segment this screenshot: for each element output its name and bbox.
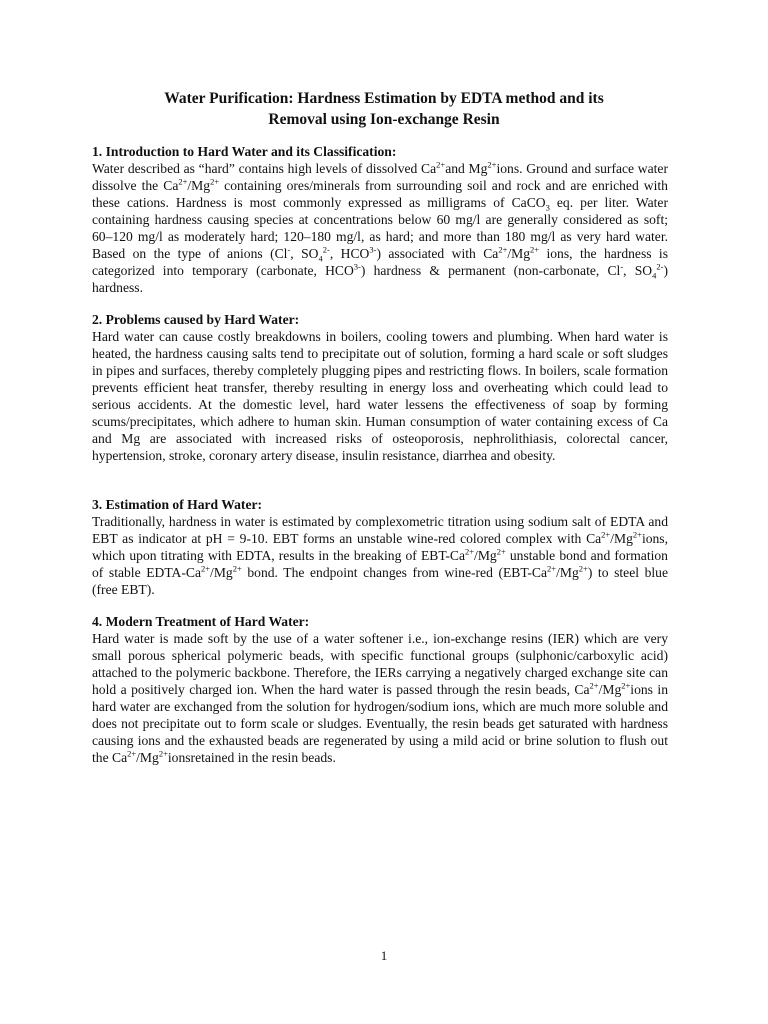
subscript: 4 <box>318 253 323 264</box>
text-run: /Mg <box>598 682 622 697</box>
text-run: /Mg <box>474 548 497 563</box>
superscript: 2+ <box>496 546 506 557</box>
title-line-1: Water Purification: Hardness Estimation by EDTA method and its <box>164 90 604 107</box>
superscript: 2+ <box>465 546 475 557</box>
superscript: 2+ <box>578 563 588 574</box>
section-paragraph <box>92 160 668 296</box>
superscript: 3- <box>369 244 377 255</box>
text-run: ions, which upon titrating with EDTA, results in the breaking of EBT-Ca <box>92 531 668 563</box>
superscript: 2+ <box>547 563 557 574</box>
superscript: 2+ <box>589 680 599 691</box>
section-heading: 4. Modern Treatment of Hard Water: <box>92 614 310 629</box>
superscript: 2+ <box>232 563 242 574</box>
text-run: eq. per liter. Water containing hardness causing species at concentrations below 60 mg/l are generally considered as soft; 60–120 mg/l as moderately hard; 120–180 mg/l, as hard; and more than 180 mg/l as very hard water. Based on the type of anions (Cl <box>92 195 668 261</box>
section-heading: 3. Estimation of Hard Water: <box>92 497 263 512</box>
text-run: ions in hard water are exchanged from the solution for hydrogen/sodium ions, which are much more soluble and does not precipitate out to form scale or sludges. Eventually, the resin beads get saturated with hardness causing ions and the exhausted beads are regenerated by using a mild acid or brine solution to flush out the Ca <box>92 682 668 765</box>
text-run: , SO <box>623 263 653 278</box>
superscript: 2+ <box>158 748 168 759</box>
superscript: 2+ <box>632 529 642 540</box>
superscript: 2+ <box>530 244 540 255</box>
superscript: 2- <box>656 261 664 272</box>
text-run: , SO <box>290 246 319 261</box>
section-modern-treatment <box>92 613 668 766</box>
text-run: , HCO <box>329 246 370 261</box>
section-paragraph <box>92 630 668 766</box>
text-run: ions, the hardness is categorized into temporary (carbonate, HCO <box>92 246 668 278</box>
text-run: ) hardness & permanent (non-carbonate, Cl <box>360 263 621 278</box>
text-run: Traditionally, hardness in water is estimated by complexometric titration using sodium salt of EDTA and EBT as indicator at pH = 9-10. EBT forms an unstable wine-red colored complex with Ca <box>92 514 668 546</box>
text-run: /Mg <box>556 565 579 580</box>
superscript: 2+ <box>201 563 211 574</box>
text-run: ionsretained in the resin beads. <box>167 750 336 765</box>
text-run: bond. The endpoint changes from wine-red (EBT-Ca <box>241 565 548 580</box>
superscript: - <box>287 244 291 255</box>
title-line-2: Removal using Ion-exchange Resin <box>268 111 500 128</box>
document-title <box>92 88 676 130</box>
section-problems <box>92 311 668 464</box>
text-run: Hard water is made soft by the use of a water softener i.e., ion-exchange resins (IER) which are very small porous spherical polymeric beads, with specific functional groups (sulphonic/carboxylic acid) attached to the polymeric backbone. Therefore, the IERs carrying a negatively charged exchange site can hold a positively charged ion. When the hard water is passed through the resin beads, Ca <box>92 631 668 697</box>
text-run: ) hardness. <box>92 263 668 295</box>
text-run: Hard water can cause costly breakdowns in boilers, cooling towers and plumbing. When hard water is heated, the hardness causing salts tend to precipitate out of solution, forming a hard scale or soft sludges in pipes and surfaces, thereby completely plugging pipes and restricting flows. In boilers, scale formation prevents efficient heat transfer, thereby resulting in energy loss and overheating which could lead to serious accidents. At the domestic level, hard water lessens the effectiveness of soap by forming scums/precipitates, which adhere to human skin. Human consumption of water containing excess of Ca and Mg are associated with increased risks of osteoporosis, nephrolithiasis, colorectal cancer, hypertension, stroke, coronary artery disease, insulin resistance, diarrhea and obesity. <box>92 329 668 463</box>
superscript: 2- <box>322 244 330 255</box>
section-introduction <box>92 143 668 296</box>
text-run: /Mg <box>136 750 159 765</box>
superscript: 2+ <box>487 159 497 170</box>
superscript: 3- <box>353 261 361 272</box>
superscript: 2+ <box>498 244 508 255</box>
text-run: containing ores/minerals from surrounding soil and rock and are enriched with these cations. Hardness is most commonly expressed as milligrams of CaCO <box>92 178 668 210</box>
text-run: unstable bond and formation of stable EDTA-Ca <box>92 548 668 580</box>
section-heading: 2. Problems caused by Hard Water: <box>92 312 300 327</box>
text-run: Water described as “hard” contains high levels of dissolved Ca <box>92 161 437 176</box>
text-run: /Mg <box>507 246 531 261</box>
section-estimation <box>92 496 668 598</box>
text-run: ) to steel blue (free EBT). <box>92 565 668 597</box>
section-heading: 1. Introduction to Hard Water and its Classification: <box>92 144 397 159</box>
superscript: 2+ <box>127 748 137 759</box>
section-paragraph <box>92 513 668 598</box>
superscript: 2+ <box>436 159 446 170</box>
page-number: 1 <box>380 948 388 963</box>
text-run: ) associated with Ca <box>376 246 499 261</box>
text-run: /Mg <box>187 178 211 193</box>
subscript: 4 <box>652 270 657 281</box>
text-run: ions. Ground and surface water dissolve the Ca <box>92 161 668 193</box>
text-run: /Mg <box>610 531 633 546</box>
text-run: and Mg <box>445 161 488 176</box>
superscript: 2+ <box>601 529 611 540</box>
subscript: 3 <box>545 202 550 213</box>
superscript: 2+ <box>621 680 631 691</box>
section-paragraph <box>92 328 668 464</box>
text-run: /Mg <box>210 565 233 580</box>
superscript: 2+ <box>178 176 188 187</box>
superscript: 2+ <box>210 176 220 187</box>
superscript: - <box>620 261 624 272</box>
